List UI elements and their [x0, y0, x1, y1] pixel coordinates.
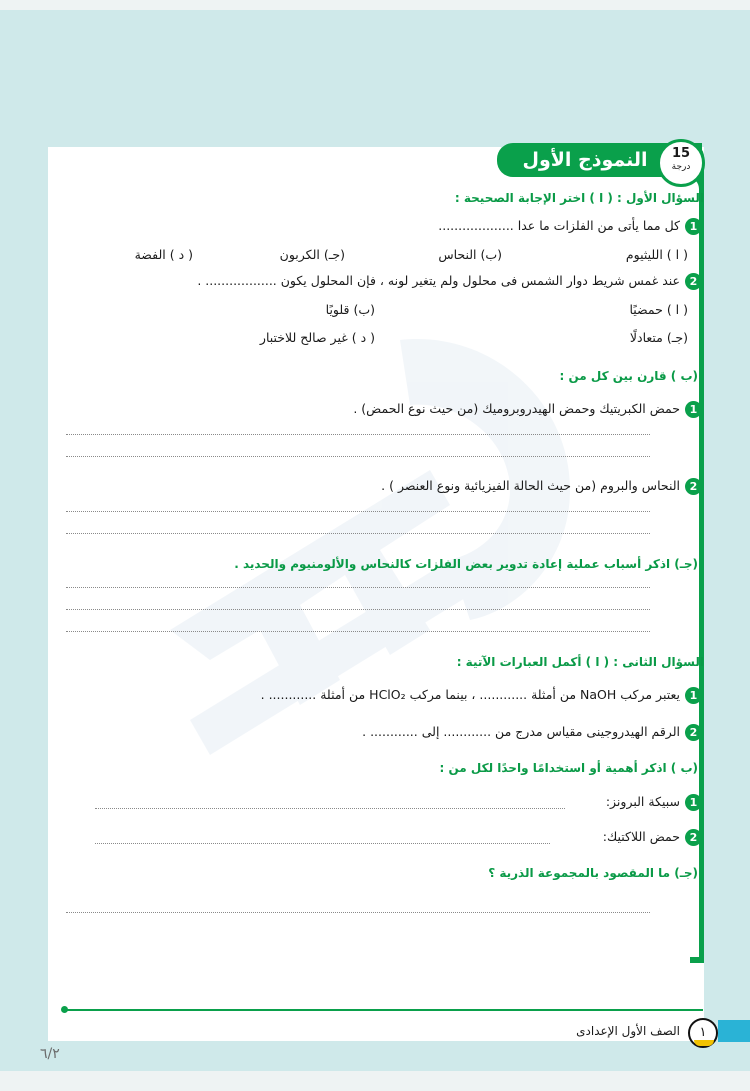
scan-page-indicator: ٦/٢	[40, 1046, 60, 1062]
section1-b2	[381, 478, 702, 495]
footer-divider-dot	[61, 1006, 68, 1013]
answer-line[interactable]	[95, 843, 550, 844]
question-number-badge: 1	[685, 218, 702, 235]
section2-b-heading: (ب ) اذكر أهمية أو استخدامًا واحدًا لكل من :	[439, 761, 698, 775]
page-number-accent	[694, 1040, 714, 1046]
question-number-badge: 2	[685, 478, 702, 495]
question-number-badge: 2	[685, 829, 702, 846]
answer-line[interactable]	[66, 587, 650, 588]
footer-divider	[63, 1009, 703, 1011]
section1-heading: السؤال الأول : ( ا ) اختر الإجابة الصحيحة :	[454, 191, 704, 205]
section1-q1-option-a[interactable]: ( ا ) الليثيوم	[625, 247, 688, 262]
section1-q2-text: عند غمس شريط دوار الشمس فى محلول ولم يتغير لونه ، فإن المحلول يكون .................. .	[197, 273, 680, 288]
section1-b1	[353, 401, 702, 418]
section1-q2-option-a[interactable]: ( ا ) حمضيًا	[629, 302, 688, 317]
section1-q2-option-b[interactable]: (ب) قلويًا	[325, 302, 375, 317]
section2-c-heading: (جـ) ما المقصود بالمجموعة الذرية ؟	[488, 866, 698, 880]
section1-b1-text: حمض الكبريتيك وحمض الهيدروبروميك (من حيث نوع الحمض) .	[353, 401, 680, 416]
answer-line[interactable]	[66, 511, 650, 512]
section2-b1	[606, 794, 702, 811]
question-number-badge: 1	[685, 687, 702, 704]
section1-c-heading: (جـ) اذكر أسباب عملية إعادة تدوير بعض الفلزات كالنحاس والألومنيوم والحديد .	[234, 557, 698, 571]
answer-line[interactable]	[95, 808, 565, 809]
section1-q1-option-d[interactable]: ( د ) الفضة	[134, 247, 193, 262]
answer-line[interactable]	[66, 631, 650, 632]
exam-title: النموذج الأول	[522, 149, 648, 171]
section1-b2-text: النحاس والبروم (من حيث الحالة الفيزيائية ونوع العنصر ) .	[381, 478, 680, 493]
section1-q1-option-c[interactable]: (جـ) الكربون	[279, 247, 345, 262]
section1-q1	[438, 218, 702, 235]
section1-q1-text: كل مما يأتى من الفلزات ما عدا ...................	[438, 218, 680, 233]
answer-line[interactable]	[66, 533, 650, 534]
score-badge	[657, 139, 705, 187]
section2-q1	[261, 687, 702, 704]
score-unit: درجة	[671, 162, 691, 172]
question-number-badge: 1	[685, 401, 702, 418]
section2-q1-text: يعتبر مركب NaOH من أمثلة ............ ، بينما مركب HClO₂ من أمثلة ............ .	[260, 687, 680, 702]
section1-q2-option-c[interactable]: (جـ) متعادلًا	[629, 330, 688, 345]
section2-q2-text: الرقم الهيدروجينى مقياس مدرج من ............ إلى ............ .	[362, 724, 680, 739]
section1-q2-option-d[interactable]: ( د ) غير صالح للاختبار	[259, 330, 375, 345]
score-value: 15	[671, 146, 691, 161]
section2-q2	[362, 724, 702, 741]
answer-line[interactable]	[66, 912, 650, 913]
section1-q2	[197, 273, 702, 290]
footer-accent-tab	[718, 1020, 750, 1042]
section1-b-heading: (ب ) قارن بين كل من :	[559, 369, 698, 383]
section2-heading: السؤال الثانى : ( ا ) أكمل العبارات الآتية :	[456, 655, 704, 669]
section2-b2	[603, 829, 702, 846]
answer-line[interactable]	[66, 434, 650, 435]
question-number-badge: 1	[685, 794, 702, 811]
question-number-badge: 2	[685, 273, 702, 290]
section2-b2-text: حمض اللاكتيك:	[602, 829, 680, 844]
bottom-margin	[0, 1071, 750, 1091]
section1-q1-option-b[interactable]: (ب) النحاس	[438, 247, 502, 262]
section2-b1-text: سبيكة البرونز:	[605, 794, 680, 809]
page-number: ١	[688, 1018, 718, 1048]
top-margin	[0, 0, 750, 10]
grade-label: الصف الأول الإعدادى	[576, 1024, 680, 1038]
answer-line[interactable]	[66, 456, 650, 457]
answer-line[interactable]	[66, 609, 650, 610]
question-number-badge: 2	[685, 724, 702, 741]
